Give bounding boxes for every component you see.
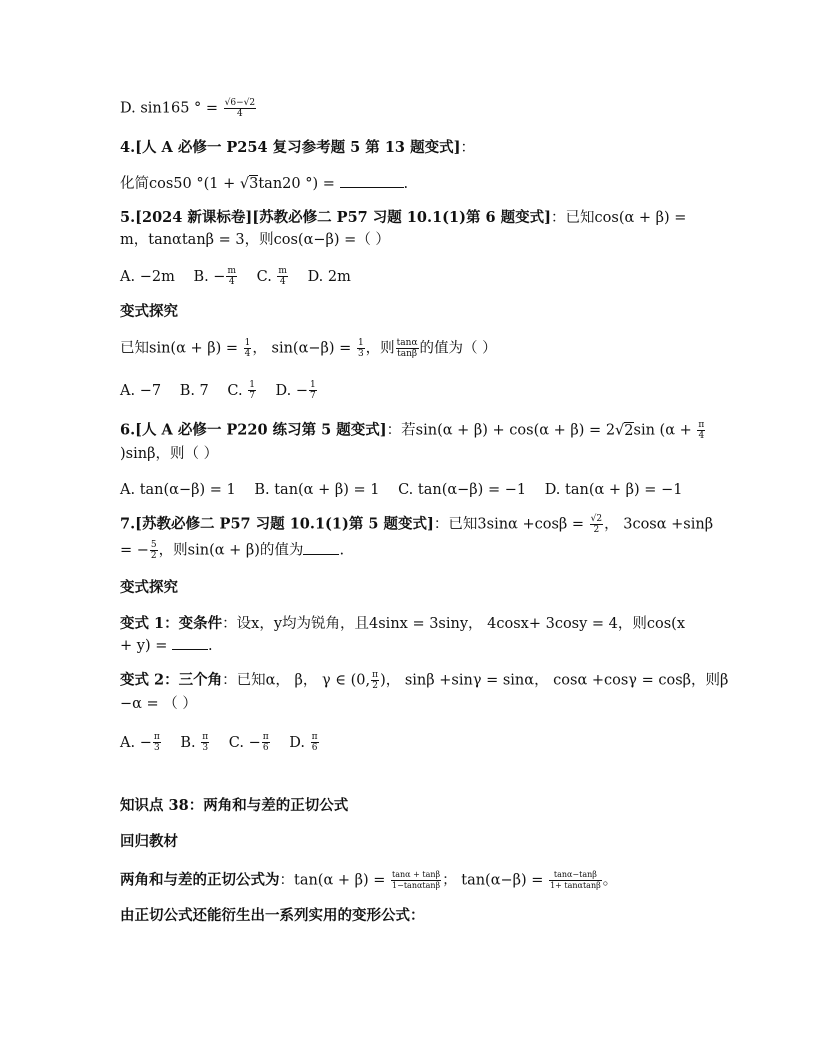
q7-end: . xyxy=(339,542,345,559)
q7-line-2 xyxy=(120,540,344,561)
variant2-label: 变式 2：三个角 xyxy=(120,671,223,689)
fraction xyxy=(371,670,379,691)
fraction xyxy=(277,266,288,287)
variant1-line-2 xyxy=(120,636,213,656)
fraction-numerator: 1 xyxy=(249,380,255,390)
knowledge-point-heading: 知识点 38：两角和与差的正切公式 xyxy=(120,797,349,814)
q7-text-2: ， 3cosα +sinβ xyxy=(604,516,714,533)
q7-text-1: ：已知3sinα +cosβ = xyxy=(433,516,589,533)
variant1-text: ：设x，y均为锐角，且4sinx = 3siny， 4cosx+ 3cosy = 4，则cos(x xyxy=(222,616,686,632)
fraction-numerator: tanα xyxy=(396,338,418,348)
answer-blank xyxy=(303,542,339,555)
fraction xyxy=(697,420,705,441)
option-prefix: D. xyxy=(289,734,310,751)
fraction-denominator: 4 xyxy=(228,277,235,287)
fraction-denominator: 3 xyxy=(357,349,364,359)
sqrt-radicand: 2 xyxy=(624,422,634,439)
formula-part-a: ：tan(α + β) = xyxy=(279,872,391,889)
explore1-option-c xyxy=(227,380,257,401)
fraction xyxy=(153,732,161,753)
fraction xyxy=(248,380,256,401)
fraction-numerator: π xyxy=(262,732,269,742)
fraction-numerator: 1 xyxy=(357,338,364,348)
q6-option-b: B. tan(α + β) = 1 xyxy=(254,482,380,498)
q4-colon: ： xyxy=(460,140,475,156)
formula-label: 两角和与差的正切公式为 xyxy=(120,871,280,889)
answer-blank xyxy=(340,175,404,188)
sqrt-radicand: 3 xyxy=(249,176,259,192)
variant2-text-2: )， sinβ +sinγ = sinα， cosα +cosγ = cosβ，则β xyxy=(380,672,729,689)
q6-text-1: ：若sin(α + β) + cos(α + β) = 2 xyxy=(386,422,616,439)
option-prefix: A. − xyxy=(120,734,152,751)
fraction-denominator: 3 xyxy=(202,743,209,753)
q5-option-a: A. −2m xyxy=(120,268,175,285)
variant2-option-d xyxy=(289,732,319,753)
fraction-denominator: 3 xyxy=(153,743,160,753)
formula-part-b: ； tan(α−β) = xyxy=(442,872,549,889)
explore1-options xyxy=(120,380,332,401)
explore1-text-3: ，则 xyxy=(365,340,395,357)
derived-formulas-intro: 由正切公式还能衍生出一系列实用的变形公式： xyxy=(120,907,425,924)
q4-expr-b: tan20 °) = xyxy=(258,176,340,192)
q7-text-4: ，则sin(α + β)的值为 xyxy=(158,542,304,559)
fraction xyxy=(201,732,209,753)
fraction xyxy=(226,266,237,287)
q6-text-2: sin (α + xyxy=(633,422,697,439)
q5-text-1: ：已知cos(α + β) = xyxy=(551,210,687,226)
fraction-denominator: 4 xyxy=(279,277,286,287)
q5-option-b xyxy=(193,266,238,287)
q6-option-d: D. tan(α + β) = −1 xyxy=(544,482,683,498)
q5-heading: 5.[2024 新课标卷][苏教必修二 P57 习题 10.1(1)第 6 题变式] xyxy=(120,209,552,226)
option-d-label: D. sin165 ° = xyxy=(120,100,223,117)
fraction-denominator: 4 xyxy=(237,109,243,119)
variant2-line-1 xyxy=(120,670,728,691)
fraction-denominator: 7 xyxy=(310,391,316,401)
q5-option-c xyxy=(256,266,289,287)
explore-heading-2: 变式探究 xyxy=(120,579,178,596)
explore1-text-4: 的值为（ ） xyxy=(419,340,497,357)
q6-line-1 xyxy=(120,420,706,441)
variant2-text-3: −α = （ ） xyxy=(120,696,197,712)
fraction-numerator: π xyxy=(698,420,705,430)
fraction-numerator: tanα + tanβ xyxy=(392,870,441,879)
option-prefix: B. − xyxy=(193,268,226,285)
variant2-option-b xyxy=(180,732,210,753)
option-prefix: C. − xyxy=(228,734,261,751)
q7-heading: 7.[苏教必修二 P57 习题 10.1(1)第 5 题变式] xyxy=(120,515,434,533)
q6-heading: 6.[人 A 必修一 P220 练习第 5 题变式] xyxy=(120,421,387,439)
variant1-line-1 xyxy=(120,614,685,634)
q5-line-1 xyxy=(120,208,686,228)
q5-options xyxy=(120,266,365,287)
q6-options xyxy=(120,480,696,500)
fraction-numerator: √2 xyxy=(590,514,603,524)
q7-line-1 xyxy=(120,514,713,535)
fraction-numerator: 1 xyxy=(310,380,316,390)
fraction xyxy=(391,870,441,891)
q5-line-2 xyxy=(120,230,390,250)
fraction-numerator: m xyxy=(278,266,287,276)
fraction-numerator: 5 xyxy=(150,540,157,550)
formula-end: 。 xyxy=(602,872,618,889)
variant1-text-2: + y) = xyxy=(120,638,172,654)
explore1-text-1: 已知sin(α + β) = xyxy=(120,340,243,357)
fraction-denominator: 1−tanαtanβ xyxy=(392,881,441,890)
tangent-formula-line xyxy=(120,870,617,891)
fraction xyxy=(590,514,603,535)
q6-option-c: C. tan(α−β) = −1 xyxy=(398,482,527,498)
variant2-text: ：已知α， β， γ ∈ (0, xyxy=(222,672,371,689)
variant2-line-2 xyxy=(120,694,197,714)
fraction-denominator: 2 xyxy=(593,525,600,535)
q4-expr-a: 化简cos50 °(1 + xyxy=(120,176,240,192)
explore1-option-a: A. −7 xyxy=(120,382,162,399)
fraction xyxy=(262,732,270,753)
option-prefix: C. xyxy=(256,268,277,285)
fraction-denominator: tanβ xyxy=(397,349,418,359)
option-prefix: B. xyxy=(180,734,201,751)
fraction-numerator: π xyxy=(372,670,379,680)
fraction xyxy=(357,338,365,359)
q5-option-d: D. 2m xyxy=(307,268,351,285)
q4-end: . xyxy=(403,176,409,192)
fraction xyxy=(150,540,158,561)
q6-line-2 xyxy=(120,444,218,464)
fraction-numerator: π xyxy=(153,732,160,742)
sqrt-sign: √ xyxy=(615,422,625,439)
fraction-denominator: 4 xyxy=(244,349,251,359)
sqrt-sign: √ xyxy=(239,176,250,192)
fraction-numerator: π xyxy=(202,732,209,742)
fraction-denominator: 6 xyxy=(262,743,269,753)
fraction-denominator: 7 xyxy=(249,391,255,401)
fraction xyxy=(224,98,256,119)
option-prefix: C. xyxy=(227,382,248,399)
variant1-end: . xyxy=(207,638,213,654)
q4-heading: 4.[人 A 必修一 P254 复习参考题 5 第 13 题变式] xyxy=(120,139,461,156)
fraction-denominator: 2 xyxy=(150,551,157,561)
variant2-option-c xyxy=(228,732,271,753)
fraction-denominator: 1+ tanαtanβ xyxy=(550,881,601,890)
fraction xyxy=(311,732,319,753)
q4-title xyxy=(120,138,475,158)
fraction-numerator: π xyxy=(311,732,318,742)
q7-text-3: = − xyxy=(120,542,149,559)
q5-text-2: m，tanαtanβ = 3，则cos(α−β) =（ ） xyxy=(120,232,390,248)
fraction-numerator: m xyxy=(227,266,237,276)
variant2-option-a xyxy=(120,732,162,753)
knowledge-point-subheading: 回归教材 xyxy=(120,833,178,850)
fraction-denominator: 2 xyxy=(372,681,378,691)
q6-option-a: A. tan(α−β) = 1 xyxy=(120,482,236,498)
variant2-options xyxy=(120,732,334,753)
fraction-numerator: tanα−tanβ xyxy=(549,870,602,881)
q4-expression xyxy=(120,174,408,194)
q6-text-3: )sinβ，则（ ） xyxy=(120,446,219,462)
fraction xyxy=(309,380,317,401)
fraction xyxy=(244,338,252,359)
variant1-label: 变式 1：变条件 xyxy=(120,615,223,632)
fraction xyxy=(549,870,602,891)
option-prefix: D. − xyxy=(275,382,309,399)
fraction xyxy=(396,338,419,359)
explore1-question xyxy=(120,338,497,359)
explore-heading-1: 变式探究 xyxy=(120,303,178,320)
q3-option-d xyxy=(120,98,257,119)
fraction-numerator: 1 xyxy=(244,338,251,348)
explore1-option-b: B. 7 xyxy=(179,382,209,399)
fraction-denominator: 6 xyxy=(311,743,318,753)
answer-blank xyxy=(172,637,208,650)
fraction-numerator: √6−√2 xyxy=(224,98,256,108)
fraction-denominator: 4 xyxy=(698,431,705,441)
explore1-option-d xyxy=(275,380,318,401)
explore1-text-2: ， sin(α−β) = xyxy=(252,340,356,357)
